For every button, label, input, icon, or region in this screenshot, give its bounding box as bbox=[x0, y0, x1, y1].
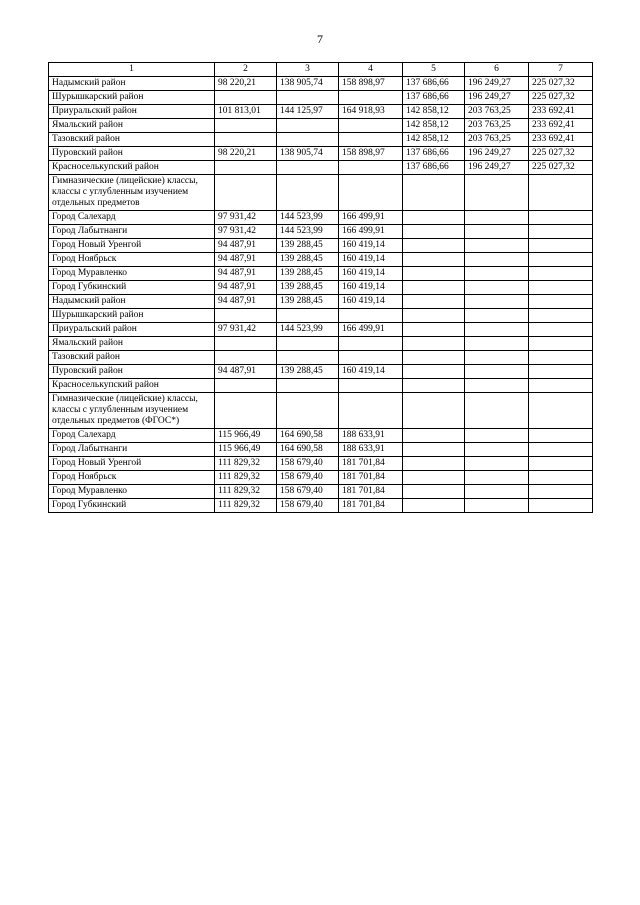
table-row bbox=[49, 253, 593, 267]
value-cell bbox=[277, 161, 339, 175]
row-label-cell: Шурышкарский район bbox=[49, 91, 215, 105]
value-cell: 137 686,66 bbox=[403, 147, 465, 161]
value-cell: 111 829,32 bbox=[215, 499, 277, 513]
value-cell: 160 419,14 bbox=[339, 267, 403, 281]
value-cell: 94 487,91 bbox=[215, 365, 277, 379]
column-header: 4 bbox=[339, 63, 403, 77]
value-cell bbox=[465, 485, 529, 499]
value-cell: 94 487,91 bbox=[215, 281, 277, 295]
value-cell: 139 288,45 bbox=[277, 253, 339, 267]
value-cell bbox=[403, 281, 465, 295]
value-cell bbox=[403, 323, 465, 337]
value-cell bbox=[277, 337, 339, 351]
row-label-cell: Город Салехард bbox=[49, 211, 215, 225]
value-cell bbox=[529, 351, 593, 365]
row-label-cell: Ямальский район bbox=[49, 337, 215, 351]
table-row bbox=[49, 161, 593, 175]
table-row bbox=[49, 429, 593, 443]
value-cell bbox=[277, 175, 339, 211]
value-cell: 139 288,45 bbox=[277, 239, 339, 253]
value-cell bbox=[529, 239, 593, 253]
value-cell bbox=[403, 443, 465, 457]
value-cell: 138 905,74 bbox=[277, 77, 339, 91]
value-cell bbox=[465, 365, 529, 379]
value-cell bbox=[403, 309, 465, 323]
value-cell: 181 701,84 bbox=[339, 499, 403, 513]
row-label-cell: Город Губкинский bbox=[49, 281, 215, 295]
value-cell: 233 692,41 bbox=[529, 119, 593, 133]
value-cell: 142 858,12 bbox=[403, 133, 465, 147]
value-cell bbox=[339, 119, 403, 133]
value-cell bbox=[403, 225, 465, 239]
value-cell: 139 288,45 bbox=[277, 281, 339, 295]
table-row bbox=[49, 267, 593, 281]
value-cell: 160 419,14 bbox=[339, 281, 403, 295]
value-cell bbox=[529, 379, 593, 393]
row-label-cell: Пуровский район bbox=[49, 147, 215, 161]
value-cell: 158 679,40 bbox=[277, 457, 339, 471]
value-cell: 188 633,91 bbox=[339, 429, 403, 443]
table-row bbox=[49, 77, 593, 91]
value-cell bbox=[529, 365, 593, 379]
value-cell: 160 419,14 bbox=[339, 295, 403, 309]
table-row bbox=[49, 175, 593, 211]
value-cell bbox=[465, 281, 529, 295]
row-label-cell: Гимназические (лицейские) классы, классы с углубленным изучением отдельных предметов (ФГОС*) bbox=[49, 393, 215, 429]
value-cell: 98 220,21 bbox=[215, 77, 277, 91]
row-label-cell: Надымский район bbox=[49, 77, 215, 91]
value-cell: 101 813,01 bbox=[215, 105, 277, 119]
table-row bbox=[49, 239, 593, 253]
value-cell: 158 679,40 bbox=[277, 471, 339, 485]
row-label-cell: Город Ноябрьск bbox=[49, 253, 215, 267]
value-cell bbox=[277, 393, 339, 429]
value-cell: 137 686,66 bbox=[403, 91, 465, 105]
value-cell bbox=[403, 379, 465, 393]
table-row bbox=[49, 393, 593, 429]
table-row bbox=[49, 351, 593, 365]
value-cell bbox=[339, 175, 403, 211]
value-cell bbox=[403, 351, 465, 365]
value-cell: 203 763,25 bbox=[465, 133, 529, 147]
row-label-cell: Тазовский район bbox=[49, 133, 215, 147]
value-cell: 164 690,58 bbox=[277, 443, 339, 457]
value-cell bbox=[215, 379, 277, 393]
value-cell: 181 701,84 bbox=[339, 471, 403, 485]
value-cell: 233 692,41 bbox=[529, 105, 593, 119]
value-cell bbox=[529, 253, 593, 267]
value-cell bbox=[529, 267, 593, 281]
value-cell bbox=[403, 429, 465, 443]
value-cell bbox=[215, 309, 277, 323]
value-cell bbox=[277, 119, 339, 133]
value-cell: 196 249,27 bbox=[465, 147, 529, 161]
row-label-cell: Красноселькупский район bbox=[49, 161, 215, 175]
value-cell: 225 027,32 bbox=[529, 161, 593, 175]
row-label-cell: Тазовский район bbox=[49, 351, 215, 365]
value-cell: 144 523,99 bbox=[277, 323, 339, 337]
value-cell bbox=[529, 295, 593, 309]
value-cell: 137 686,66 bbox=[403, 161, 465, 175]
table-body bbox=[49, 77, 593, 513]
value-cell: 94 487,91 bbox=[215, 267, 277, 281]
value-cell bbox=[403, 267, 465, 281]
value-cell bbox=[339, 337, 403, 351]
table-row bbox=[49, 133, 593, 147]
value-cell: 188 633,91 bbox=[339, 443, 403, 457]
value-cell: 160 419,14 bbox=[339, 365, 403, 379]
value-cell: 111 829,32 bbox=[215, 485, 277, 499]
value-cell: 144 523,99 bbox=[277, 225, 339, 239]
value-cell bbox=[529, 175, 593, 211]
value-cell bbox=[277, 133, 339, 147]
table-row bbox=[49, 337, 593, 351]
row-label-cell: Ямальский район bbox=[49, 119, 215, 133]
column-header: 2 bbox=[215, 63, 277, 77]
value-cell: 94 487,91 bbox=[215, 253, 277, 267]
value-cell bbox=[465, 443, 529, 457]
value-cell: 115 966,49 bbox=[215, 429, 277, 443]
value-cell: 115 966,49 bbox=[215, 443, 277, 457]
column-header: 6 bbox=[465, 63, 529, 77]
value-cell: 139 288,45 bbox=[277, 267, 339, 281]
value-cell bbox=[465, 309, 529, 323]
value-cell bbox=[215, 351, 277, 365]
value-cell bbox=[215, 393, 277, 429]
value-cell bbox=[465, 471, 529, 485]
table-row bbox=[49, 105, 593, 119]
value-cell bbox=[465, 239, 529, 253]
value-cell: 97 931,42 bbox=[215, 211, 277, 225]
value-cell: 98 220,21 bbox=[215, 147, 277, 161]
value-cell bbox=[403, 365, 465, 379]
value-cell bbox=[339, 133, 403, 147]
value-cell bbox=[277, 309, 339, 323]
row-label-cell: Город Муравленко bbox=[49, 485, 215, 499]
table-row bbox=[49, 119, 593, 133]
column-header: 3 bbox=[277, 63, 339, 77]
value-cell bbox=[403, 393, 465, 429]
row-label-cell: Город Новый Уренгой bbox=[49, 457, 215, 471]
value-cell: 225 027,32 bbox=[529, 91, 593, 105]
column-header: 1 bbox=[49, 63, 215, 77]
value-cell bbox=[529, 499, 593, 513]
table-row bbox=[49, 309, 593, 323]
value-cell bbox=[215, 337, 277, 351]
value-cell: 111 829,32 bbox=[215, 457, 277, 471]
value-cell bbox=[465, 253, 529, 267]
value-cell bbox=[403, 471, 465, 485]
value-cell bbox=[465, 175, 529, 211]
value-cell: 203 763,25 bbox=[465, 105, 529, 119]
value-cell: 94 487,91 bbox=[215, 239, 277, 253]
value-cell: 203 763,25 bbox=[465, 119, 529, 133]
value-cell bbox=[465, 323, 529, 337]
table-row bbox=[49, 225, 593, 239]
value-cell bbox=[529, 211, 593, 225]
value-cell: 160 419,14 bbox=[339, 239, 403, 253]
column-header: 7 bbox=[529, 63, 593, 77]
value-cell bbox=[277, 379, 339, 393]
value-cell: 97 931,42 bbox=[215, 225, 277, 239]
value-cell: 225 027,32 bbox=[529, 147, 593, 161]
value-cell: 139 288,45 bbox=[277, 295, 339, 309]
value-cell bbox=[529, 309, 593, 323]
value-cell bbox=[277, 351, 339, 365]
value-cell: 233 692,41 bbox=[529, 133, 593, 147]
value-cell bbox=[339, 309, 403, 323]
value-cell bbox=[403, 175, 465, 211]
value-cell: 166 499,91 bbox=[339, 225, 403, 239]
row-label-cell: Город Лабытнанги bbox=[49, 225, 215, 239]
value-cell bbox=[465, 429, 529, 443]
row-label-cell: Город Губкинский bbox=[49, 499, 215, 513]
value-cell: 181 701,84 bbox=[339, 485, 403, 499]
value-cell bbox=[465, 393, 529, 429]
value-cell bbox=[403, 239, 465, 253]
value-cell bbox=[465, 457, 529, 471]
value-cell: 164 690,58 bbox=[277, 429, 339, 443]
value-cell bbox=[215, 161, 277, 175]
table-row bbox=[49, 323, 593, 337]
value-cell bbox=[403, 499, 465, 513]
value-cell bbox=[339, 393, 403, 429]
tariff-table bbox=[48, 62, 593, 513]
value-cell: 196 249,27 bbox=[465, 77, 529, 91]
value-cell bbox=[465, 211, 529, 225]
row-label-cell: Красноселькупский район bbox=[49, 379, 215, 393]
value-cell bbox=[403, 253, 465, 267]
table-row bbox=[49, 471, 593, 485]
value-cell bbox=[529, 337, 593, 351]
value-cell bbox=[529, 281, 593, 295]
value-cell: 181 701,84 bbox=[339, 457, 403, 471]
row-label-cell: Город Лабытнанги bbox=[49, 443, 215, 457]
value-cell: 137 686,66 bbox=[403, 77, 465, 91]
value-cell bbox=[465, 337, 529, 351]
value-cell: 97 931,42 bbox=[215, 323, 277, 337]
value-cell bbox=[339, 161, 403, 175]
table-row bbox=[49, 281, 593, 295]
value-cell: 142 858,12 bbox=[403, 119, 465, 133]
value-cell bbox=[339, 91, 403, 105]
value-cell bbox=[529, 323, 593, 337]
value-cell bbox=[403, 457, 465, 471]
value-cell: 158 898,97 bbox=[339, 147, 403, 161]
value-cell bbox=[465, 351, 529, 365]
table-row bbox=[49, 365, 593, 379]
value-cell: 138 905,74 bbox=[277, 147, 339, 161]
value-cell bbox=[339, 379, 403, 393]
table-row bbox=[49, 379, 593, 393]
table-row bbox=[49, 211, 593, 225]
table-row bbox=[49, 499, 593, 513]
value-cell: 144 125,97 bbox=[277, 105, 339, 119]
row-label-cell: Город Муравленко bbox=[49, 267, 215, 281]
value-cell bbox=[465, 379, 529, 393]
value-cell: 164 918,93 bbox=[339, 105, 403, 119]
value-cell bbox=[529, 457, 593, 471]
value-cell bbox=[339, 351, 403, 365]
row-label-cell: Пуровский район bbox=[49, 365, 215, 379]
table-row bbox=[49, 295, 593, 309]
row-label-cell: Надымский район bbox=[49, 295, 215, 309]
row-label-cell: Город Салехард bbox=[49, 429, 215, 443]
value-cell bbox=[529, 393, 593, 429]
row-label-cell: Город Ноябрьск bbox=[49, 471, 215, 485]
value-cell bbox=[215, 91, 277, 105]
value-cell bbox=[529, 471, 593, 485]
table-row bbox=[49, 443, 593, 457]
value-cell: 142 858,12 bbox=[403, 105, 465, 119]
value-cell bbox=[529, 429, 593, 443]
value-cell bbox=[215, 133, 277, 147]
value-cell: 196 249,27 bbox=[465, 161, 529, 175]
value-cell bbox=[403, 485, 465, 499]
table-row bbox=[49, 485, 593, 499]
value-cell: 160 419,14 bbox=[339, 253, 403, 267]
row-label-cell: Приуральский район bbox=[49, 323, 215, 337]
value-cell: 158 679,40 bbox=[277, 499, 339, 513]
value-cell bbox=[403, 337, 465, 351]
row-label-cell: Приуральский район bbox=[49, 105, 215, 119]
value-cell bbox=[403, 211, 465, 225]
value-cell bbox=[529, 443, 593, 457]
table-header-row bbox=[49, 63, 593, 77]
value-cell: 111 829,32 bbox=[215, 471, 277, 485]
value-cell: 158 898,97 bbox=[339, 77, 403, 91]
value-cell bbox=[529, 485, 593, 499]
value-cell: 94 487,91 bbox=[215, 295, 277, 309]
value-cell: 144 523,99 bbox=[277, 211, 339, 225]
value-cell bbox=[215, 175, 277, 211]
row-label-cell: Шурышкарский район bbox=[49, 309, 215, 323]
row-label-cell: Гимназические (лицейские) классы, классы с углубленным изучением отдельных предметов bbox=[49, 175, 215, 211]
value-cell bbox=[465, 295, 529, 309]
row-label-cell: Город Новый Уренгой bbox=[49, 239, 215, 253]
value-cell bbox=[465, 225, 529, 239]
value-cell: 166 499,91 bbox=[339, 323, 403, 337]
value-cell bbox=[215, 119, 277, 133]
value-cell: 196 249,27 bbox=[465, 91, 529, 105]
table-row bbox=[49, 147, 593, 161]
table-row bbox=[49, 91, 593, 105]
value-cell: 158 679,40 bbox=[277, 485, 339, 499]
value-cell bbox=[465, 499, 529, 513]
page-number: 7 bbox=[317, 32, 323, 46]
value-cell: 139 288,45 bbox=[277, 365, 339, 379]
value-cell: 166 499,91 bbox=[339, 211, 403, 225]
value-cell bbox=[465, 267, 529, 281]
value-cell bbox=[403, 295, 465, 309]
value-cell bbox=[277, 91, 339, 105]
table-row bbox=[49, 457, 593, 471]
value-cell: 225 027,32 bbox=[529, 77, 593, 91]
column-header: 5 bbox=[403, 63, 465, 77]
value-cell bbox=[529, 225, 593, 239]
